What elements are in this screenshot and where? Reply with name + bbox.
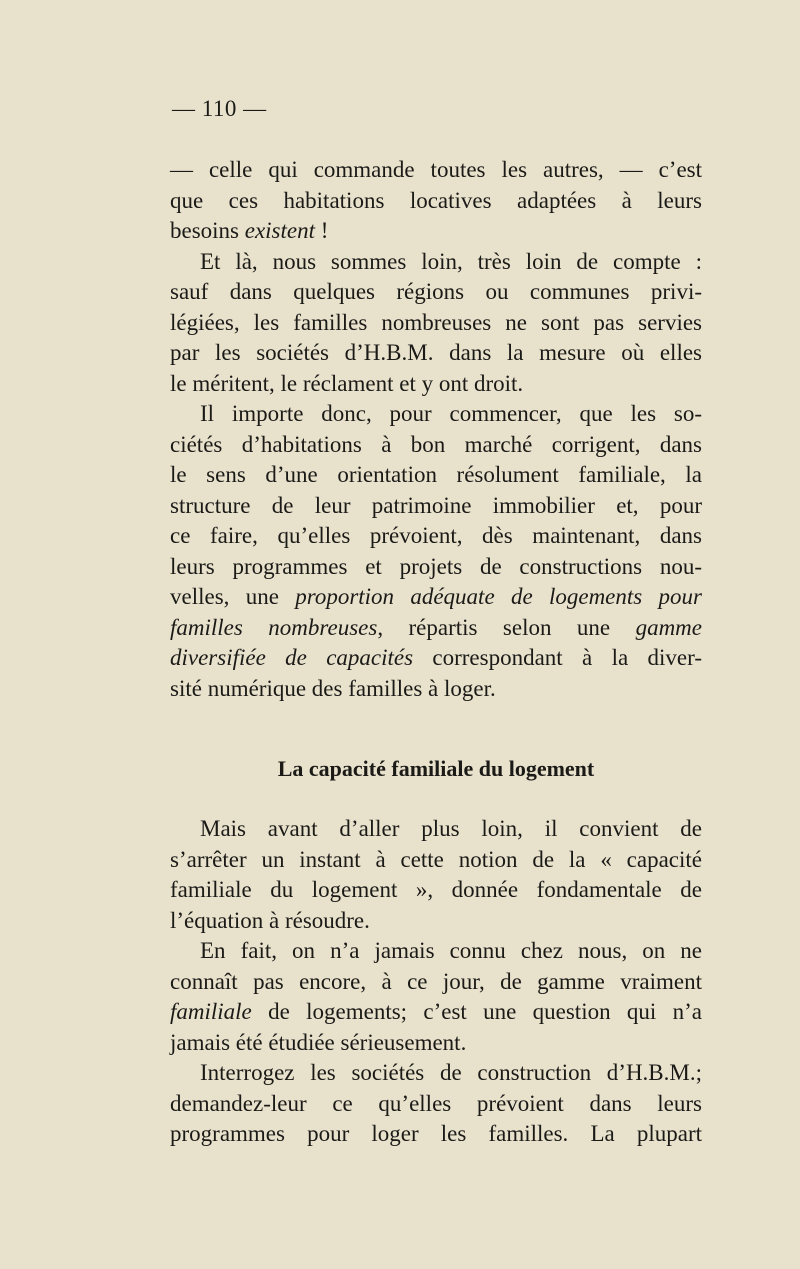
text-line bbox=[170, 643, 702, 674]
text-line bbox=[170, 430, 702, 461]
text-segment: sité numérique des familles à loger. bbox=[170, 675, 496, 701]
text-line bbox=[170, 369, 702, 400]
italic-segment: familiale bbox=[170, 999, 252, 1024]
text-segment: Mais avant d’aller plus loin, il convient de bbox=[200, 816, 702, 841]
text-line bbox=[170, 186, 702, 217]
text-segment: sauf dans quelques régions ou communes privi- bbox=[170, 279, 702, 304]
text-segment: le sens d’une orientation résolument familiale, la bbox=[170, 462, 702, 487]
italic-segment: existent bbox=[244, 218, 315, 243]
text-segment: correspondant à la diver- bbox=[413, 645, 702, 670]
text-line bbox=[170, 936, 702, 967]
text-block-section-1 bbox=[170, 155, 702, 704]
text-line bbox=[170, 247, 702, 278]
text-line bbox=[170, 155, 702, 186]
text-segment: , répartis selon une bbox=[377, 614, 636, 640]
text-line bbox=[170, 521, 702, 552]
text-segment: ce faire, qu’elles prévoient, dès maintenant, dans bbox=[170, 523, 702, 548]
text-line bbox=[170, 1119, 702, 1150]
text-segment: En fait, on n’a jamais connu chez nous, on ne bbox=[200, 938, 702, 963]
text-segment: — celle qui commande toutes les autres, — c’est bbox=[170, 157, 702, 182]
text-segment: Et là, nous sommes loin, très loin de compte : bbox=[200, 248, 702, 274]
text-line bbox=[170, 308, 702, 339]
text-line bbox=[170, 491, 702, 522]
text-line bbox=[170, 1058, 702, 1089]
text-segment: s’arrêter un instant à cette notion de la « capacité bbox=[170, 846, 702, 872]
italic-segment: familles nombreuses bbox=[170, 614, 378, 640]
italic-segment: gamme bbox=[635, 614, 702, 640]
text-segment: jamais été étudiée sérieusement. bbox=[170, 1029, 467, 1055]
italic-segment: diversifiée de capacités bbox=[170, 645, 414, 670]
text-segment: de logements; c’est une question qui n’a bbox=[251, 999, 702, 1024]
text-segment: structure de leur patrimoine immobilier et, pour bbox=[170, 492, 702, 518]
text-line bbox=[170, 460, 702, 491]
text-line bbox=[170, 338, 702, 369]
text-line bbox=[170, 997, 702, 1028]
text-segment: velles, une bbox=[170, 584, 296, 609]
text-line bbox=[170, 1089, 702, 1120]
text-segment: par les sociétés d’H.B.M. dans la mesure où elles bbox=[170, 340, 702, 365]
text-line bbox=[170, 277, 702, 308]
text-segment: connaît pas encore, à ce jour, de gamme vraiment bbox=[170, 968, 702, 994]
text-segment: demandez-leur ce qu’elles prévoient dans leurs bbox=[170, 1090, 702, 1116]
text-line bbox=[170, 906, 702, 937]
text-line bbox=[170, 1028, 702, 1059]
text-segment: Il importe donc, pour commencer, que les so- bbox=[200, 401, 702, 426]
text-segment: ciétés d’habitations à bon marché corrigent, dans bbox=[170, 431, 702, 457]
text-segment: légiées, les familles nombreuses ne sont pas servies bbox=[170, 309, 702, 335]
section-heading: La capacité familiale du logement bbox=[277, 756, 595, 781]
text-segment: ! bbox=[315, 218, 329, 243]
text-segment: besoins bbox=[170, 218, 245, 243]
text-segment: programmes pour loger les familles. La plupart bbox=[170, 1121, 702, 1146]
text-line bbox=[170, 967, 702, 998]
text-line bbox=[170, 674, 702, 705]
text-line bbox=[170, 845, 702, 876]
italic-segment: proportion adéquate de logements pour bbox=[295, 584, 702, 609]
text-line bbox=[170, 875, 702, 906]
text-segment: que ces habitations locatives adaptées à leurs bbox=[170, 187, 702, 213]
text-segment: l’équation à résoudre. bbox=[170, 907, 370, 933]
text-segment: Interrogez les sociétés de construction d’H.B.M.; bbox=[200, 1060, 702, 1085]
text-block-section-2 bbox=[170, 814, 702, 1150]
text-line bbox=[170, 814, 702, 845]
text-segment: familiale du logement », donnée fondamentale de bbox=[170, 877, 702, 902]
text-segment: le méritent, le réclament et y ont droit. bbox=[170, 370, 524, 396]
text-line bbox=[170, 399, 702, 430]
page-number: — 110 — bbox=[172, 96, 267, 121]
text-line bbox=[170, 613, 702, 644]
text-line bbox=[170, 216, 702, 247]
text-segment: leurs programmes et projets de constructions nou- bbox=[170, 553, 702, 579]
text-line bbox=[170, 552, 702, 583]
text-line bbox=[170, 582, 702, 613]
